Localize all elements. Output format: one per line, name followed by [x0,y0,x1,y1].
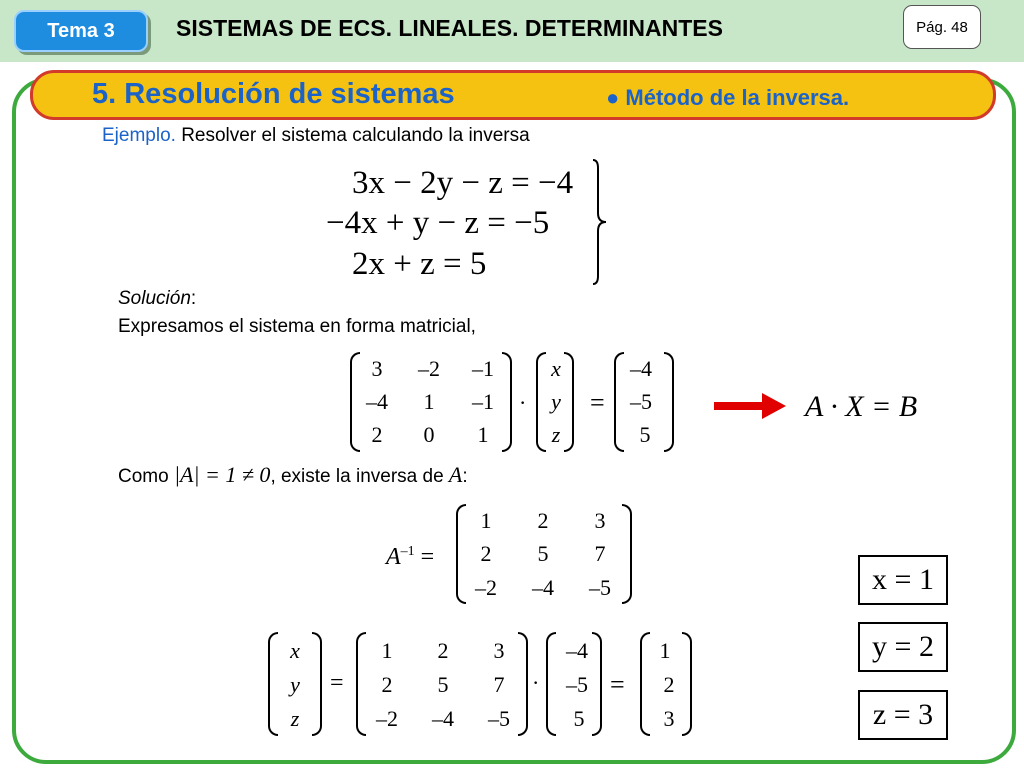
tema-badge: Tema 3 [14,10,148,52]
equation-1: 3x − 2y − z = −4 [352,165,574,201]
inverse-eq: = [414,544,435,570]
inverse-cell: 7 [594,541,606,566]
solution-colon: : [190,288,197,309]
final-inverse-cell: 2 [437,638,449,663]
dot-operator: · [519,390,527,415]
matrix-equation: A · X = B [805,390,918,423]
det-end: : [462,466,468,487]
vector-b-cell: 5 [639,422,651,447]
matrix-a-cell: 3 [371,356,383,381]
inverse-cell: 5 [537,541,549,566]
final-inverse-cell: –4 [432,706,454,731]
answer-y: y = 2 [858,622,948,672]
vector-b-cell: –5 [630,389,652,414]
matrix-a-cell: –1 [472,389,494,414]
det-suffix: , existe la inversa de [270,466,449,487]
final-inverse-cell: 2 [381,672,393,697]
final-b-cell: –5 [566,672,588,697]
result-right-paren [682,632,692,736]
final-x-right-paren [312,632,322,736]
determinant-line [118,462,468,488]
matrix-a-cell: –1 [472,356,494,381]
vector-b-right-paren [664,352,674,452]
page-title: SISTEMAS DE ECS. LINEALES. DETERMINANTES [176,15,723,41]
section-title: 5. Resolución de sistemas [92,78,455,110]
example-tag: Ejemplo. [102,125,176,146]
inverse-cell: –5 [589,575,611,600]
final-inverse-cell: –2 [376,706,398,731]
example-line [102,125,530,147]
answer-x: x = 1 [858,555,948,605]
equals-sign: = [590,388,605,417]
result-cell: 1 [659,638,671,663]
matrix-a-cell: 1 [423,389,435,414]
final-x-cell: y [290,672,300,697]
vector-x-cell: z [551,422,561,447]
inverse-cell: 2 [537,508,549,533]
inverse-var: A [386,544,401,570]
inverse-right-paren [622,504,632,604]
inverse-sup: –1 [400,544,415,559]
final-equals-2: = [610,670,625,699]
det-prefix: Como [118,466,174,487]
inverse-cell: –2 [475,575,497,600]
matrix-a-cell: 1 [477,422,489,447]
final-b-cell: 5 [573,706,585,731]
example-text: Resolver el sistema calculando la inversa [175,125,530,146]
result-cell: 2 [663,672,675,697]
system-brace [590,158,612,286]
matrix-a-cell: –2 [418,356,440,381]
det-var: A [448,462,463,487]
matrix-a-cell: 0 [423,422,435,447]
matrix-a-right-paren [502,352,512,452]
method-label: ● Método de la inversa. [606,85,850,110]
solution-label [118,288,196,310]
inverse-cell: –4 [532,575,554,600]
final-inverse-cell: 5 [437,672,449,697]
inverse-cell: 2 [480,541,492,566]
vector-x-cell: y [551,389,561,414]
final-b-right-paren [592,632,602,736]
vector-b-cell: –4 [630,356,652,381]
final-inverse-cell: 3 [493,638,505,663]
inverse-cell: 1 [480,508,492,533]
vector-x-cell: x [551,356,561,381]
equation-3: 2x + z = 5 [352,246,487,282]
vector-x-right-paren [564,352,574,452]
matrix-a-cell: 2 [371,422,383,447]
page-number-badge: Pág. 48 [903,5,981,49]
arrow-head-icon [762,393,786,419]
final-inverse-cell: –5 [488,706,510,731]
final-x-cell: x [290,638,300,663]
arrow-right-icon [714,402,766,410]
det-expression: |A| = 1 ≠ 0 [173,462,271,487]
matrix-a-cell: –4 [366,389,388,414]
solution-intro: Expresamos el sistema en forma matricial, [118,316,476,337]
final-equals-1: = [330,670,344,696]
result-cell: 3 [663,706,675,731]
inverse-label [386,544,434,571]
final-b-cell: –4 [566,638,588,663]
final-inverse-cell: 7 [493,672,505,697]
answer-z: z = 3 [858,690,948,740]
inverse-cell: 3 [594,508,606,533]
final-inverse-cell: 1 [381,638,393,663]
final-x-cell: z [290,706,300,731]
final-inverse-right-paren [518,632,528,736]
solution-word: Solución [118,288,191,309]
equation-2: −4x + y − z = −5 [326,205,550,241]
final-dot-operator: · [532,670,540,695]
